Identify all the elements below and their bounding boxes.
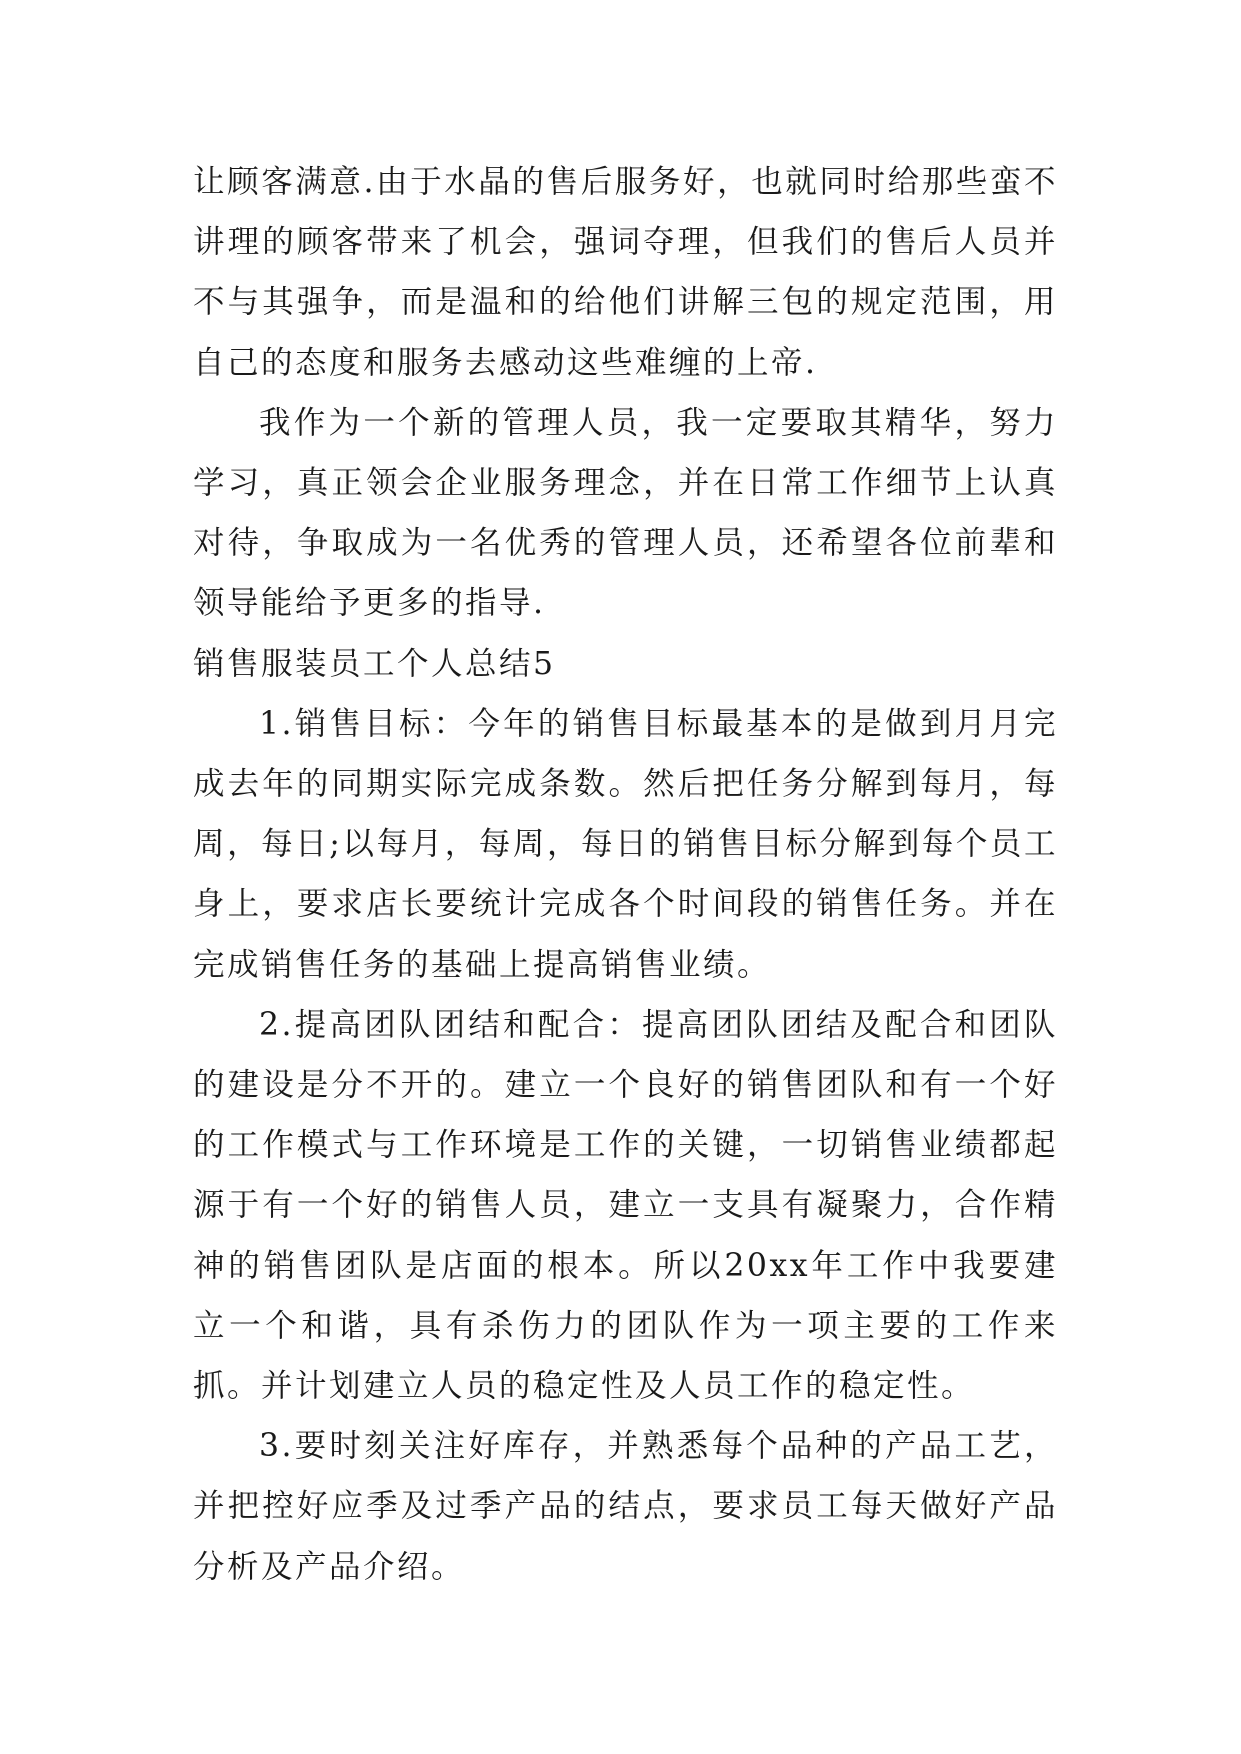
paragraph-customer-service: 让顾客满意.由于水晶的售后服务好，也就同时给那些蛮不讲理的顾客带来了机会，强词夺理，但我们的售后人员并不与其强争，而是温和的给他们讲解三包的规定范围，用自己的态度和服务去感动这些难缠的上帝. [193, 164, 1058, 381]
item-sales-target: 1.销售目标：今年的销售目标最基本的是做到月月完成去年的同期实际完成条数。然后把任务分解到每月，每周，每日;以每月，每周，每日的销售目标分解到每个员工身上，要求店长要统计完成各个时间段的销售任务。并在完成销售任务的基础上提高销售业绩。 [193, 705, 1058, 983]
document-body [193, 152, 1058, 1597]
section-title: 销售服装员工个人总结5 [193, 645, 556, 682]
item-team-cooperation: 2.提高团队团结和配合：提高团队团结及配合和团队的建设是分不开的。建立一个良好的销售团队和有一个好的工作模式与工作环境是工作的关键，一切销售业绩都起源于有一个好的销售人员，建立一支具有凝聚力，合作精神的销售团队是店面的根本。所以20xx年工作中我要建立一个和谐，具有杀伤力的团队作为一项主要的工作来抓。并计划建立人员的稳定性及人员工作的稳定性。 [193, 1006, 1058, 1405]
item-inventory: 3.要时刻关注好库存，并熟悉每个品种的产品工艺，并把控好应季及过季产品的结点，要求员工每天做好产品分析及产品介绍。 [193, 1428, 1058, 1585]
paragraph-new-manager: 我作为一个新的管理人员，我一定要取其精华，努力学习，真正领会企业服务理念，并在日常工作细节上认真对待，争取成为一名优秀的管理人员，还希望各位前辈和领导能给予更多的指导. [193, 404, 1058, 622]
